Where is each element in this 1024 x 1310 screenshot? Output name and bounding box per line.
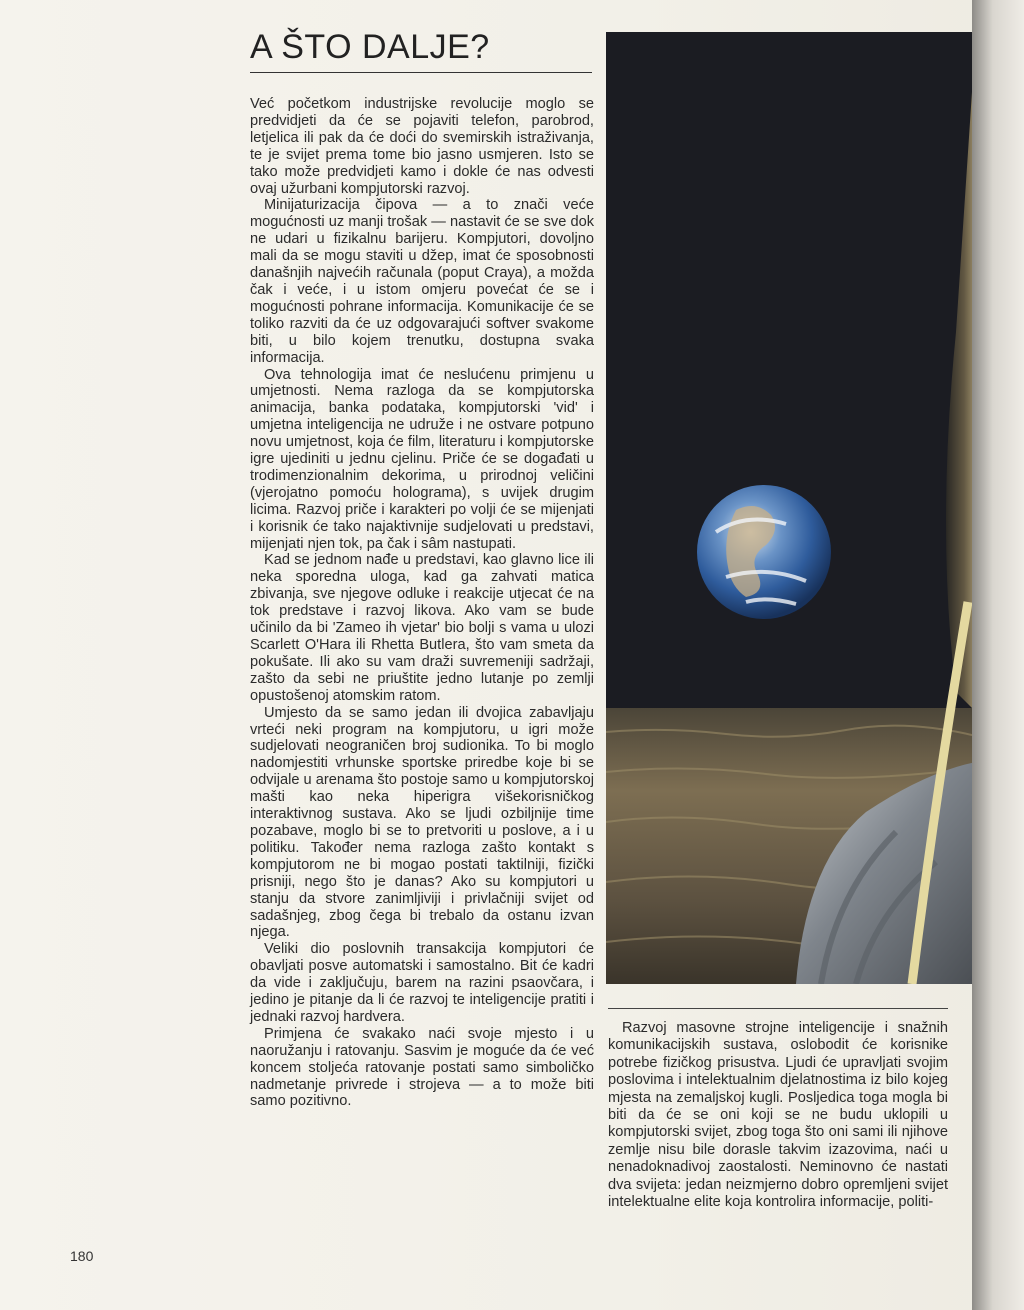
illustration-caption: Razvoj masovne strojne inteligencije i snažnih komunikacijskih sustava, oslobodit će korisnike potrebe fizičkog prisustva. Ljudi će upravljati svojim poslovima i intelektualnim djelatnostima iz bilo kojeg mjesta na zemaljskoj kugli. Posljedica toga mogla bi biti da će se oni koji se ne budu uklopili u kompjutorski svijet, zbog toga što oni sami ili njihove zemlje nisu bile dorasle takvim izazovima, naći u nenadoknadivoj zaostalosti. Neminovno će nastati dva svijeta: jedan neizmjerno dobro opremljeni svijet intelektualne elite koja kontrolira informacije, politi- <box>608 1020 948 1211</box>
page-number: 180 <box>70 1248 94 1264</box>
title-underline <box>250 72 592 73</box>
article-paragraph-6: Veliki dio poslovnih transakcija kompjutori će obavljati posve automatski i samostalno. Bit će kadri da vide i zaključuju, barem na razini psaovčara, i jedino je pitanje da li će razvoj te inteligencije pratiti i jednaki razvoj hardvera. <box>250 941 594 1025</box>
article-paragraph-5: Umjesto da se samo jedan ili dvojica zabavljaju vrteći neki program na kompjutoru, u igri može sudjelovati neograničen broj sudionika. To bi moglo nadomjestiti vrhunske sportske priredbe koje bi se odvijale u arenama što postoje samo u kompjutorskoj mašti kao neka hiperigra višekorisničkog interaktivnog sustava. Ako se ljudi ozbiljnije time pozabave, moglo bi se to pretvoriti u poslove, a i u politiku. Također nema razloga zašto kontakt s kompjutorom ne bi mogao postati taktilniji, fizički prisniji, nego što je danas? Ako su kompjutori u stanju da stvore zanimljiviji i privlačniji svijet od sadašnjeg, zbog čega bi trebalo da ostanu izvan njega. <box>250 704 594 941</box>
article-paragraph-3: Ova tehnologija imat će neslućenu primjenu u umjetnosti. Nema razloga da se kompjutorska animacija, banka podataka, kompjutorski 'vid' i umjetna inteligencija ne udruže i ne ostvare potpuno novu umjetnost, koja će film, literaturu i kompjutorske igre ujediniti u jednu cjelinu. Priče će se događati u trodimenzionalnim dekorima, u prirodnoj veličini (vjerojatno pomoću holograma), s uvijek drugim licima. Razvoj priče i karakteri po volji će se mijenjati i korisnik će tako najaktivnije sudjelovati u predstavi, mijenjati njen tok, pa čak i sâm nastupati. <box>250 366 594 552</box>
article-body <box>250 96 594 1110</box>
article-paragraph-2: Minijaturizacija čipova — a to znači veće mogućnosti uz manji trošak — nastavit će se sve dok ne udari u fizikalnu barijeru. Kompjutori, dovoljno mali da se mogu staviti u džep, imat će sposobnosti današnjih najvećih računala (poput Craya), a možda čak i veće, i u istom omjeru povećat će se i mogućnosti pohrane informacija. Komunikacije će se toliko razviti da će uz odgovarajući softver svakome biti, u bilo kojem trenutku, dostupna svaka informacija. <box>250 197 594 366</box>
article-paragraph-1: Već početkom industrijske revolucije moglo se predvidjeti da će se pojaviti telefon, parobrod, letjelica ili pak da će doći do svemirskih istraživanja, te je svijet prema tome bio jasno usmjeren. Isto se tako može predvidjeti kamo i dokle će nas odvesti ovaj užurbani kompjutorski razvoj. <box>250 96 594 197</box>
page-title: A ŠTO DALJE? <box>250 28 490 66</box>
article-paragraph-4: Kad se jednom nađe u predstavi, kao glavno lice ili neka sporedna uloga, kad ga zahvati matica zbivanja, sve njegove odluke i reakcije utjecat će na tok predstave i razvoj likova. Ako vam se bude učinilo da bi 'Zameo ih vjetar' bio bolji s vama u ulozi Scarlett O'Hara ili Rhetta Butlera, što vam smeta da pokušate. Ili ako su vam draži suvremeniji sadržaji, zašto da sebi ne priuštite jedno lutanje po zemlji opustošenoj atomskim ratom. <box>250 552 594 704</box>
adjacent-page-edge <box>972 0 1024 1310</box>
illustration-earthrise <box>606 32 976 984</box>
article-paragraph-7: Primjena će svakako naći svoje mjesto i u naoružanju i ratovanju. Sasvim je moguće da će već koncem stoljeća ratovanje postati samo simboličko nadmetanje privrede i strojeva — a to može biti samo pozitivno. <box>250 1025 594 1110</box>
caption-rule <box>608 1008 948 1009</box>
